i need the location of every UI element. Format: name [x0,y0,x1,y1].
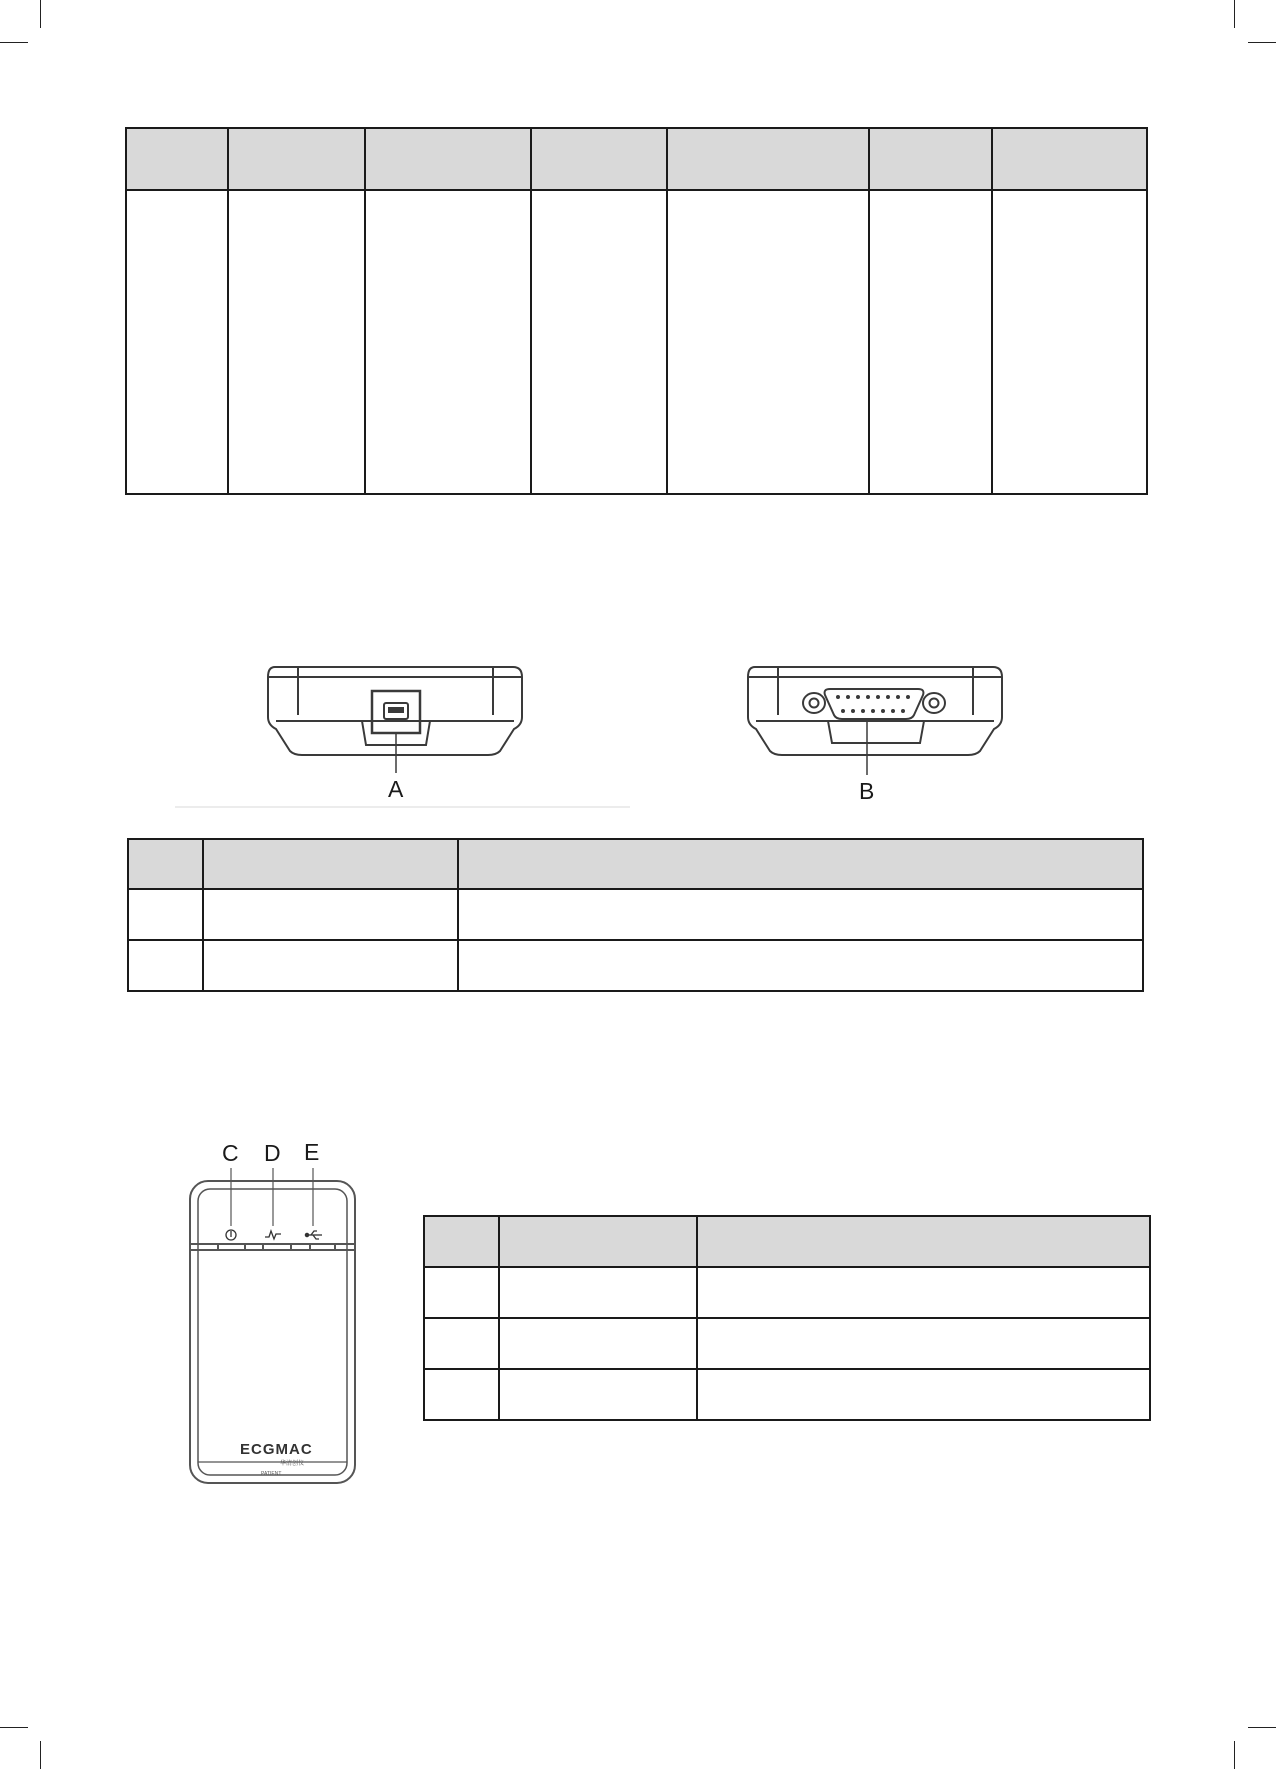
table-cell [128,940,203,991]
table-header-cell [499,1216,697,1267]
table-cell [458,940,1143,991]
table-cell [365,190,531,494]
table-header-cell [697,1216,1150,1267]
table-cell [424,1369,499,1420]
table-cell [203,940,458,991]
table-cell [424,1318,499,1369]
table-cell [228,190,365,494]
callout-label-e: E [304,1139,320,1165]
table-cell [128,889,203,940]
callout-label-a: A [388,776,404,802]
brand-logo-subtext: 华清创仪 [280,1460,305,1467]
table-header-cell [203,839,458,889]
table-cell [697,1369,1150,1420]
table-header-cell [992,128,1147,190]
crop-mark [40,0,41,28]
crop-mark [1248,42,1276,43]
table-header-cell [667,128,869,190]
table-cell [499,1318,697,1369]
table-cell [869,190,992,494]
specs-table [125,127,1148,495]
table-row [128,889,1143,940]
table-cell [499,1267,697,1318]
table-header-cell [869,128,992,190]
table-cell [126,190,228,494]
indicator-figure [185,1168,360,1488]
ports-figure [150,655,1030,815]
callout-label-d: D [264,1140,281,1166]
callout-label-b: B [859,778,875,804]
crop-mark [0,42,28,43]
brand-logo: ECGMAC [240,1441,313,1458]
crop-mark [1234,1741,1235,1769]
table-cell [667,190,869,494]
indicators-table [423,1215,1151,1421]
table-cell [499,1369,697,1420]
table-cell [697,1267,1150,1318]
table-header-cell [126,128,228,190]
ports-table [127,838,1144,992]
table-header-row [128,839,1143,889]
table-row [128,940,1143,991]
table-row [424,1369,1150,1420]
table-cell [203,889,458,940]
table-header-row [126,128,1147,190]
table-header-cell [128,839,203,889]
table-row [126,190,1147,494]
device-front-illustration [185,1168,360,1488]
table-header-cell [531,128,667,190]
callout-label-c: C [222,1140,239,1166]
ecg-signal-icon [265,1231,281,1239]
table-row [424,1267,1150,1318]
table-header-cell [228,128,365,190]
crop-mark [1248,1727,1276,1728]
table-header-cell [424,1216,499,1267]
usb-end-illustration [268,667,522,773]
table-header-cell [458,839,1143,889]
crop-mark [1234,0,1235,28]
table-header-row [424,1216,1150,1267]
patient-label: PATIENT [261,1471,282,1477]
table-cell [992,190,1147,494]
table-header-cell [365,128,531,190]
db15-end-illustration [748,667,1002,775]
device-ports-illustration [150,655,1030,815]
table-row [424,1318,1150,1369]
table-cell [531,190,667,494]
table-cell [458,889,1143,940]
table-cell [424,1267,499,1318]
crop-mark [40,1741,41,1769]
crop-mark [0,1727,28,1728]
table-cell [697,1318,1150,1369]
